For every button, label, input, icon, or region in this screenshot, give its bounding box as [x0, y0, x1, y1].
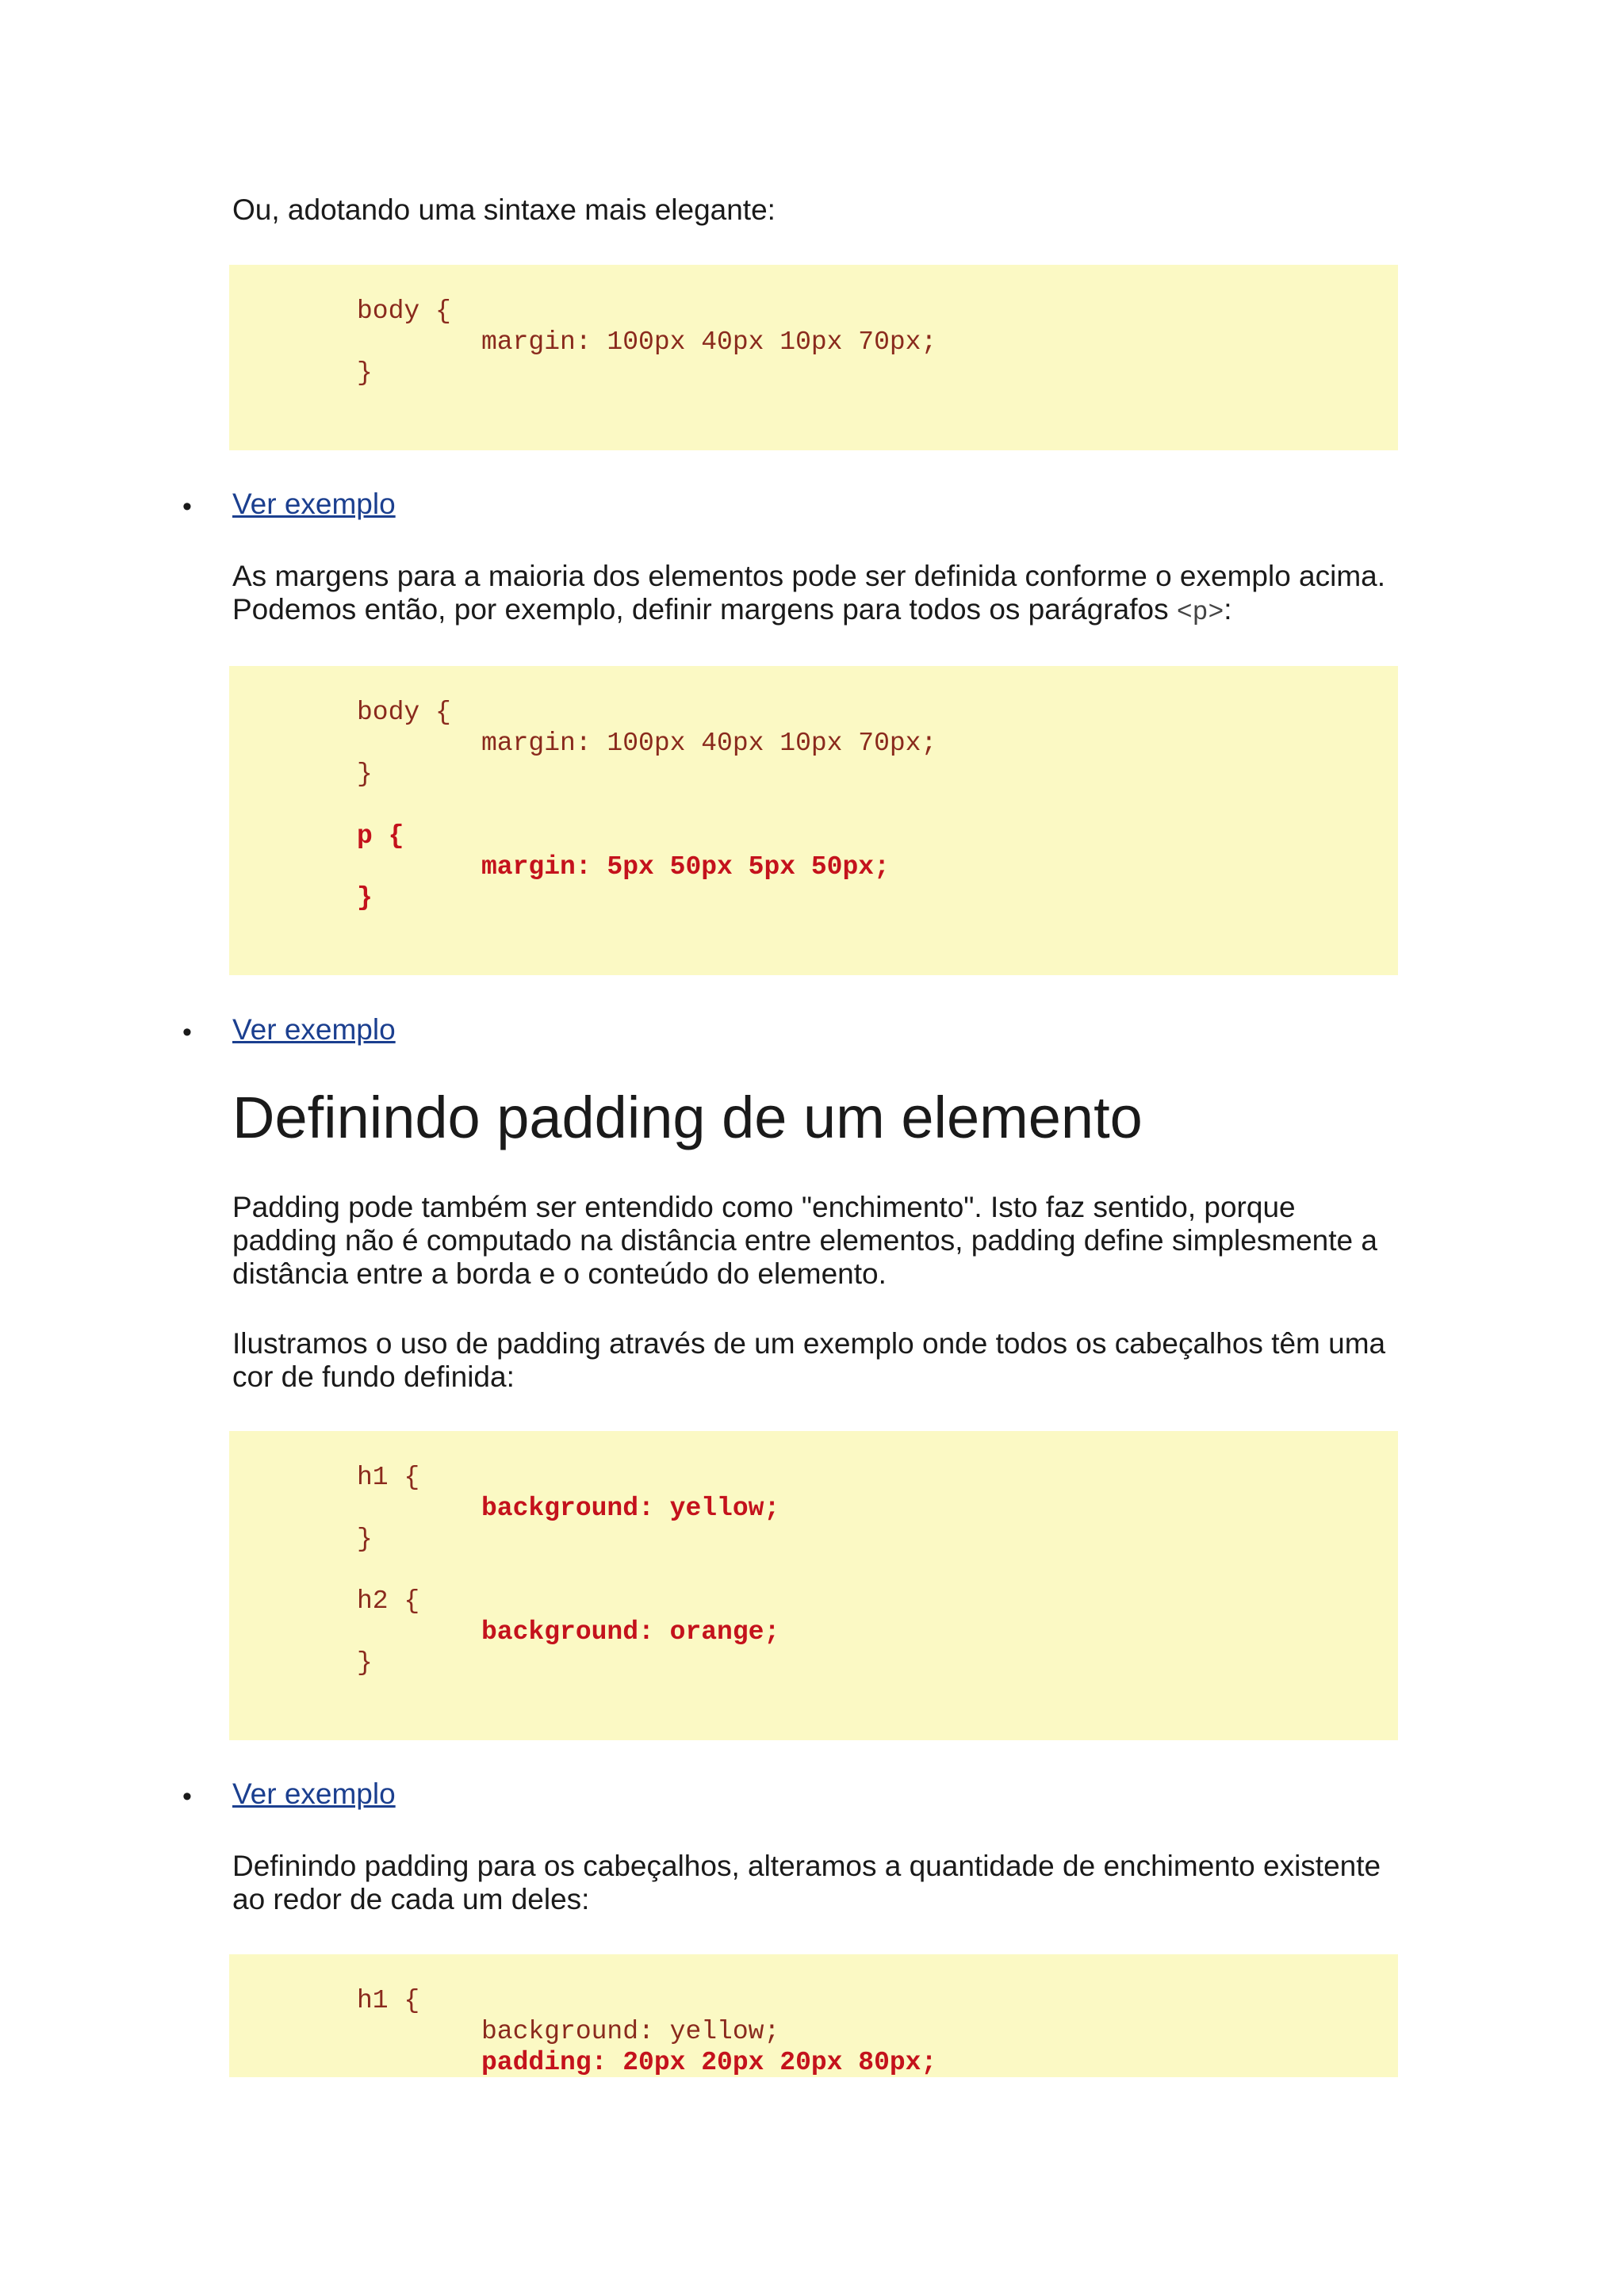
code-line: body {: [357, 698, 451, 727]
margins-line-2-end: :: [1224, 593, 1232, 626]
code-line: }: [357, 883, 373, 913]
margins-paragraph: [232, 560, 1406, 629]
inline-code-p: <p>: [1176, 598, 1224, 627]
code-line: h1 {: [357, 1986, 420, 2015]
code-line: padding: 20px 20px 20px 80px;: [481, 2048, 937, 2077]
code-line: margin: 5px 50px 5px 50px;: [481, 852, 890, 882]
code-line: h2 {: [357, 1586, 420, 1616]
code-block: [229, 265, 1398, 450]
code-block: [229, 1954, 1398, 2077]
code-line: p {: [357, 821, 404, 851]
code-block: [229, 1431, 1398, 1740]
illustrate-paragraph: Ilustramos o uso de padding através de um exemplo onde todos os cabeçalhos têm uma cor de fundo definida:: [232, 1327, 1386, 1393]
margins-line-1: As margens para a maioria dos elementos pode ser definida conforme o exemplo acima.: [232, 560, 1386, 592]
bullet-icon: •: [182, 492, 192, 522]
code-line: margin: 100px 40px 10px 70px;: [481, 729, 937, 758]
ver-exemplo-link[interactable]: Ver exemplo: [232, 1777, 396, 1810]
bullet-icon: •: [182, 1017, 192, 1047]
defining-paragraph: Definindo padding para os cabeçalhos, alteramos a quantidade de enchimento existente ao redor de cada um deles:: [232, 1850, 1381, 1915]
ver-exemplo-link[interactable]: Ver exemplo: [232, 1013, 396, 1046]
intro-text: Ou, adotando uma sintaxe mais elegante:: [232, 193, 776, 226]
code-line: margin: 100px 40px 10px 70px;: [481, 327, 937, 357]
code-line: }: [357, 760, 373, 789]
ver-exemplo-link[interactable]: Ver exemplo: [232, 488, 396, 520]
section-heading: Definindo padding de um elemento: [232, 1085, 1143, 1150]
code-line: background: yellow;: [481, 1494, 780, 1523]
code-block: [229, 666, 1398, 975]
code-line: h1 {: [357, 1463, 420, 1492]
margins-line-2: Podemos então, por exemplo, definir margens para todos os parágrafos: [232, 593, 1177, 626]
code-line: }: [357, 358, 373, 388]
code-line: }: [357, 1648, 373, 1678]
code-line: }: [357, 1525, 373, 1554]
code-line: body {: [357, 297, 451, 326]
code-line: background: orange;: [481, 1617, 780, 1647]
code-line: background: yellow;: [481, 2017, 780, 2046]
padding-paragraph: Padding pode também ser entendido como "enchimento". Isto faz sentido, porque padding não é computado na distância entre elementos, padding define simplesmente a distância entre a borda e o conteúdo do elemento.: [232, 1191, 1377, 1290]
bullet-icon: •: [182, 1781, 192, 1812]
